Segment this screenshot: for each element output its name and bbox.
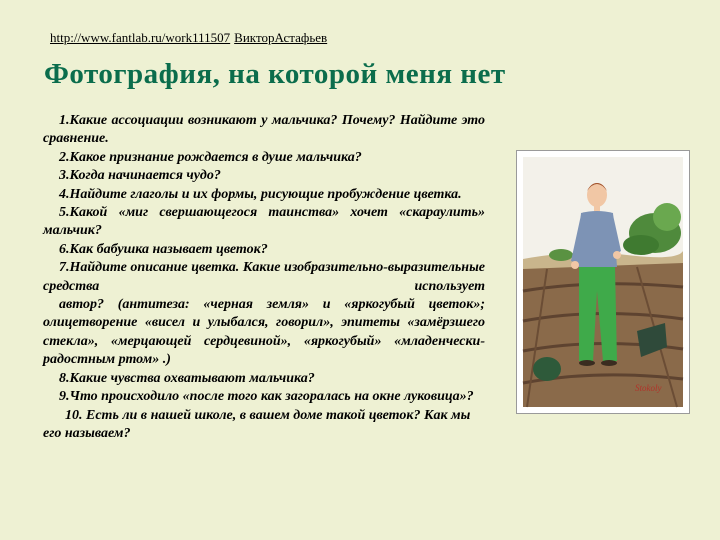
question-8: 8.Какие чувства охватывают мальчика? bbox=[59, 370, 315, 386]
question-1: 1.Какие ассоциации возникают у мальчика? Почему? Найдите это сравнение. bbox=[43, 113, 485, 147]
source-url-link[interactable]: http://www.fantlab.ru/work111507 bbox=[50, 30, 231, 45]
page-title: Фотография, на которой меня нет bbox=[44, 58, 506, 90]
question-7-continued: автор? (антитеза: «черная земля» и «яркогубый цветок»; олицетворение «висел и улыбался, говорил», эпитеты «замёрзшего стекла», «мерцающей сердцевиной», «яркогубый» «младенчески-радостным ртом» .) bbox=[43, 297, 485, 368]
question-2: 2.Какое признание рождается в душе мальчика? bbox=[59, 149, 362, 165]
question-10: 10. Есть ли в нашей школе, в вашем доме такой цветок? Как мы его называем? bbox=[43, 407, 471, 441]
question-9: 9.Что происходило «после того как загоралась на окне луковица»? bbox=[59, 389, 474, 405]
boy-painting-illustration bbox=[516, 150, 690, 414]
question-6: 6.Как бабушка называет цветок? bbox=[59, 241, 268, 257]
illustration-svg bbox=[517, 151, 689, 413]
question-7: 7.Найдите описание цветка. Какие изобразительно-выразительные средства использует bbox=[43, 260, 485, 294]
author-link[interactable]: ВикторАстафьев bbox=[234, 30, 328, 45]
artist-signature: Stokoly bbox=[635, 383, 662, 393]
question-4: 4.Найдите глаголы и их формы, рисующие пробуждение цветка. bbox=[59, 186, 462, 202]
question-list bbox=[43, 112, 485, 443]
source-link-line bbox=[50, 30, 327, 46]
question-3: 3.Когда начинается чудо? bbox=[59, 168, 221, 184]
question-5: 5.Какой «миг свершающегося таинства» хочет «скараулить» мальчик? bbox=[43, 205, 485, 239]
